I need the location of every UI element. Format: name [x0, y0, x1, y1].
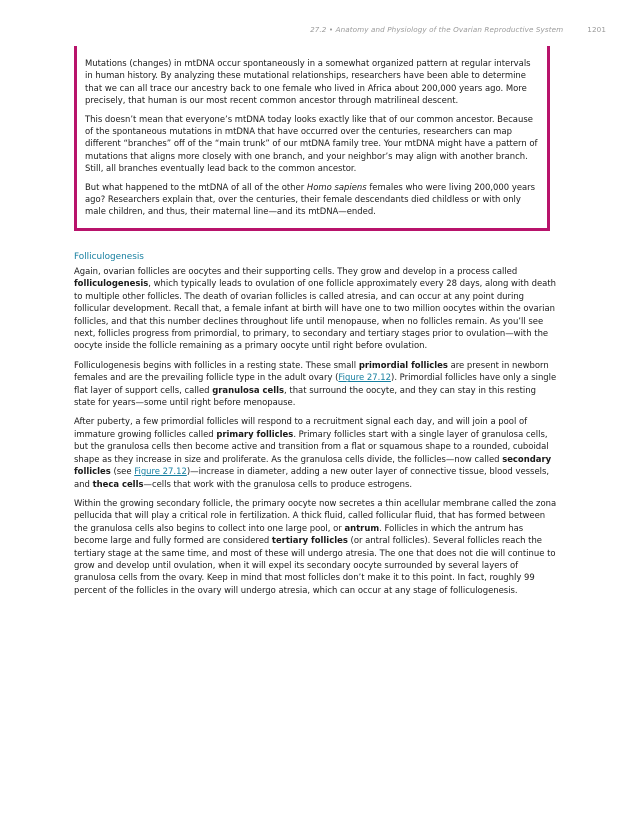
paragraph-1 [74, 265, 558, 352]
page-number: 1201 [587, 25, 606, 34]
figure-link[interactable]: Figure 27.12 [338, 372, 392, 383]
text-run: . Primary follicles start with a single layer of granulosa cells, but the granulosa cells then become active and transition from a flat or squamous shape to a rounded, cuboidal shape as they increase in size and proliferate. As the granulosa cells divide, the follicles—now called [74, 428, 549, 464]
key-term: granulosa cells [212, 384, 285, 395]
text-run: ). Primordial follicles have only a single flat layer of support cells, called [74, 372, 557, 395]
box-paragraph-2: This doesn’t mean that everyone’s mtDNA today looks exactly like that of our common ancestor. Because of the spontaneous mutations in mtDNA that have occurred over the centuries, researchers can map different “branches” off of the “main trunk” of our mtDNA family tree. Your mtDNA might have a pattern of mutations that aligns more closely with one branch, and your neighbor’s may align with another branch. Still, all branches eventually lead back to the common ancestor. [85, 113, 538, 174]
text-run: , which typically leads to ovulation of one follicle approximately every 28 days, along with death to multiple other follicles. The death of ovarian follicles is called atresia, and can occur at any point during follicular development. Recall that, a female infant at birth will have one to two million oocytes within the ovarian follicles, and that this number declines throughout life until menopause, when no follicles remain. As you’ll see next, follicles progress from primordial, to primary, to secondary and tertiary stages prior to ovulation—with the oocyte inside the follicle remaining as a primary oocyte until right before ovulation. [74, 278, 557, 351]
text-run: . Follicles in which the antrum has become large and fully formed are considered [74, 522, 524, 546]
main-content [74, 251, 558, 603]
text-run: (or antral follicles). Several follicles reach the tertiary stage at the same time, and most of these will undergo atresia. The one that does not die will continue to grow and develop until ovulation, when it will expel its secondary oocyte surrounded by several layers of granulosa cells from the ovary. Keep in mind that most follicles don’t make it to this point. In fact, roughly 99 percent of the follicles in the ovary will undergo atresia, which can occur at any stage of folliculogenesis. [74, 535, 556, 595]
text-run: )—increase in diameter, adding a new outer layer of connective tissue, blood vessels, and [74, 466, 550, 489]
key-term: primary follicles [216, 428, 294, 439]
text-run: After puberty, a few primordial follicles will respond to a recruitment signal each day, and will join a pool of immature growing follicles called [74, 416, 528, 439]
running-header [310, 25, 606, 34]
text-run: Again, ovarian follicles are oocytes and their supporting cells. They grow and develop in a process called [74, 266, 518, 276]
text-run: But what happened to the mtDNA of all of the other [85, 181, 307, 192]
key-term: tertiary follicles [271, 535, 348, 546]
box-paragraph-1: Mutations (changes) in mtDNA occur spontaneously in a somewhat organized pattern at regular intervals in human history. By analyzing these mutational relationships, researchers have been able to determine that we can all trace our ancestry back to one female who lived in Africa about 200,000 years ago. More precisely, that human is our most recent common ancestor through matrilineal descent. [85, 58, 531, 106]
paragraph-4 [74, 497, 558, 596]
text-run: —cells that work with the granulosa cells to produce estrogens. [143, 478, 413, 489]
key-term: theca cells [92, 478, 144, 489]
box-paragraph-3 [85, 181, 539, 218]
text-run: Folliculogenesis begins with follicles in a resting state. These small [74, 359, 359, 370]
key-term: secondary follicles [74, 453, 552, 477]
paragraph-3 [74, 415, 558, 489]
key-term: antrum [344, 522, 380, 533]
key-term: primordial follicles [358, 359, 448, 370]
paragraph-2 [74, 359, 558, 409]
figure-link[interactable]: Figure 27.12 [134, 466, 187, 477]
text-run: (see [110, 466, 135, 477]
section-heading: Folliculogenesis [74, 252, 144, 262]
text-run: are present in newborn females and are the prevailing follicle type in the adult ovary ( [74, 359, 549, 383]
feature-box [74, 46, 550, 231]
text-run: females who were living 200,000 years ago? Researchers explain that, over the centuries, their female descendants died childless or with only male children, and thus, their maternal line—and its mtDNA—ended. [85, 181, 536, 217]
species-name: Homo sapiens [306, 181, 367, 192]
text-run: Within the growing secondary follicle, the primary oocyte now secretes a thin acellular membrane called the zona pellucida that will play a critical role in fertilization. A thick fluid, called follicular fluid, that has formed between the granulosa cells also begins to collect into one large pool, or [74, 497, 557, 533]
key-term: folliculogenesis [74, 278, 149, 289]
chapter-title: 27.2 • Anatomy and Physiology of the Ovarian Reproductive System [310, 25, 564, 34]
text-run: , that surround the oocyte, and they can stay in this resting state for years—some until right before menopause. [74, 384, 536, 408]
